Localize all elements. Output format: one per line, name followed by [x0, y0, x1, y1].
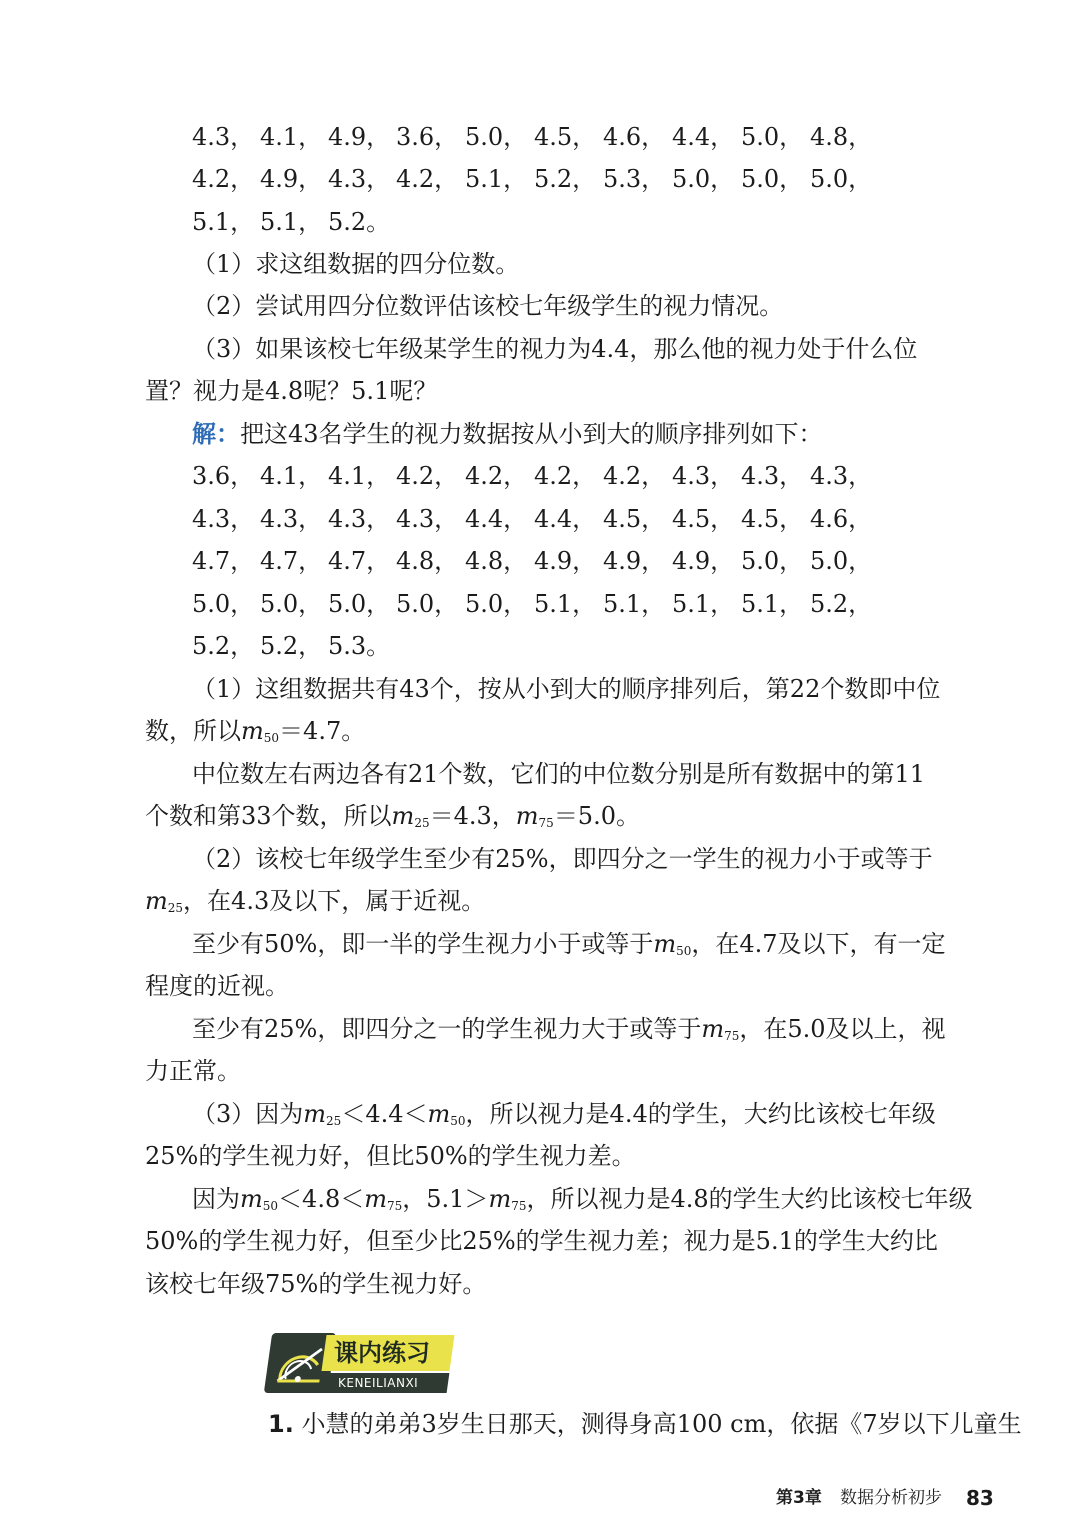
- m-letter: m: [653, 930, 677, 958]
- exercise-text: 小慧的弟弟3岁生日那天，测得身高100 cm，依据《7岁以下儿童生: [301, 1410, 1022, 1438]
- data-value: 4.9，: [603, 547, 666, 575]
- m-letter: m: [240, 1185, 263, 1213]
- m-letter: m: [303, 1100, 327, 1128]
- data-value: 5.0，: [192, 590, 255, 618]
- text-fragment: ，所以视力是4.8的学生大约比该校七年级: [526, 1185, 973, 1213]
- m75-symbol: [701, 1015, 739, 1043]
- solution-label: 解：: [192, 420, 240, 448]
- text-fragment: ，5.1＞: [402, 1185, 489, 1213]
- data-value: 5.0，: [810, 165, 873, 193]
- data-value: 4.3，: [192, 123, 255, 151]
- answer-1b-line-2: [145, 795, 640, 844]
- data-value: 4.8，: [810, 123, 873, 151]
- data-value: 4.3，: [328, 165, 391, 193]
- data-value: 4.4，: [534, 505, 597, 533]
- text-fragment: （3）因为: [192, 1100, 304, 1128]
- answer-2c-line-2: 力正常。: [145, 1057, 241, 1085]
- practice-banner: [268, 1333, 458, 1393]
- text-fragment: 至少有50%，即一半的学生视力小于或等于: [192, 930, 654, 958]
- data-value: 4.4，: [465, 505, 528, 533]
- data-value: 5.1，: [534, 590, 597, 618]
- data-value: 4.3，: [396, 505, 459, 533]
- question-2: （2）尝试用四分位数评估该校七年级学生的视力情况。: [192, 292, 784, 320]
- answer-1b-line-1: 中位数左右两边各有21个数，它们的中位数分别是所有数据中的第11: [192, 760, 926, 788]
- m-letter: m: [427, 1100, 451, 1128]
- subscript: 50: [263, 731, 280, 745]
- m50-symbol: [653, 930, 691, 958]
- text-fragment: ，在5.0及以上，视: [739, 1015, 946, 1043]
- data-value: 4.7，: [260, 547, 323, 575]
- m25-symbol: [145, 887, 183, 915]
- data-value: 4.4，: [672, 123, 735, 151]
- practice-title: 课内练习: [334, 1339, 430, 1367]
- data-value: 5.0，: [465, 590, 528, 618]
- question-1: （1）求这组数据的四分位数。: [192, 250, 520, 278]
- data-value: 4.1，: [328, 462, 391, 490]
- data-value: 5.0，: [741, 123, 804, 151]
- answer-2b-line-2: 程度的近视。: [145, 972, 289, 1000]
- data-value: 4.3，: [741, 462, 804, 490]
- data-value: 4.6，: [810, 505, 873, 533]
- practice-subtitle: KENEILIANXI: [338, 1376, 419, 1390]
- text-fragment: ，在4.3及以下，属于近视。: [183, 887, 486, 915]
- data-value: 5.2，: [810, 590, 873, 618]
- data-value: 5.0，: [396, 590, 459, 618]
- text-fragment: ＜4.4＜: [341, 1100, 428, 1128]
- data-value: 5.0，: [260, 590, 323, 618]
- answer-2b-line-1: [192, 923, 946, 972]
- exercise-1: [268, 1403, 1022, 1445]
- text-fragment: 数，所以: [145, 717, 241, 745]
- data-value: 5.2。: [328, 208, 391, 236]
- answer-3b-line-3: 该校七年级75%的学生视力好。: [145, 1270, 487, 1298]
- m75-symbol: [488, 1185, 526, 1213]
- data-value: 4.3，: [672, 462, 735, 490]
- data-value: 5.2，: [534, 165, 597, 193]
- answer-2-line-1: （2）该校七年级学生至少有25%，即四分之一学生的视力小于或等于: [192, 845, 933, 873]
- data-value: 5.3，: [603, 165, 666, 193]
- answer-1-line-1: （1）这组数据共有43个，按从小到大的顺序排列后，第22个数即中位: [192, 675, 941, 703]
- page-number: 83: [966, 1486, 994, 1510]
- text-fragment: ＝4.3，: [429, 802, 516, 830]
- question-3-line-1: （3）如果该校七年级某学生的视力为4.4，那么他的视力处于什么位: [192, 335, 918, 363]
- question-3-line-2: 置？视力是4.8呢？5.1呢？: [145, 377, 438, 405]
- m25-symbol: [303, 1100, 341, 1128]
- answer-2-line-2: [145, 880, 485, 929]
- subscript: 75: [724, 1029, 740, 1043]
- data-value: 4.2，: [396, 165, 459, 193]
- text-fragment: 至少有25%，即四分之一的学生视力大于或等于: [192, 1015, 702, 1043]
- data-value: 5.0，: [672, 165, 735, 193]
- data-value: 4.3，: [328, 505, 391, 533]
- data-value: 4.5，: [672, 505, 735, 533]
- data-value: 3.6，: [192, 462, 255, 490]
- data-value: 4.1，: [260, 462, 323, 490]
- protractor-ruler-icon: [271, 1339, 330, 1387]
- data-value: 5.0，: [741, 165, 804, 193]
- data-value: 4.3，: [810, 462, 873, 490]
- data-value: 4.8，: [396, 547, 459, 575]
- answer-2c-line-1: [192, 1008, 946, 1057]
- data-value: 5.0，: [741, 547, 804, 575]
- data-value: 4.1，: [260, 123, 323, 151]
- data-value: 4.2，: [192, 165, 255, 193]
- m-letter: m: [145, 887, 168, 915]
- data-value: 4.5，: [741, 505, 804, 533]
- data-value: 4.7，: [192, 547, 255, 575]
- m50-symbol: [428, 1100, 466, 1128]
- data-value: 5.2，: [260, 632, 323, 660]
- exercise-number: 1.: [268, 1410, 294, 1438]
- subscript: 75: [538, 816, 554, 830]
- subscript: 25: [167, 901, 184, 915]
- m-letter: m: [364, 1185, 387, 1213]
- data-value: 3.6，: [396, 123, 459, 151]
- answer-1-line-2: [145, 710, 365, 759]
- data-value: 4.3，: [260, 505, 323, 533]
- data-value: 4.9，: [672, 547, 735, 575]
- answer-3b-line-2: 50%的学生视力好，但至少比25%的学生视力差；视力是5.1的学生大约比: [145, 1227, 938, 1255]
- data-value: 5.1，: [672, 590, 735, 618]
- data-value: 4.2，: [465, 462, 528, 490]
- data-value: 5.0，: [465, 123, 528, 151]
- data-value: 4.5，: [603, 505, 666, 533]
- data-value: 4.2，: [534, 462, 597, 490]
- data-value: 4.2，: [603, 462, 666, 490]
- data-value: 4.3，: [192, 505, 255, 533]
- m-letter: m: [515, 802, 539, 830]
- data-value: 5.1，: [465, 165, 528, 193]
- data-value: 4.2，: [396, 462, 459, 490]
- answer-3-line-2: 25%的学生视力好，但比50%的学生视力差。: [145, 1142, 636, 1170]
- footer-chapter: 第3章: [776, 1488, 822, 1508]
- data-value: 5.0，: [328, 590, 391, 618]
- data-value: 5.0，: [810, 547, 873, 575]
- data-value: 5.1，: [192, 208, 255, 236]
- m50-symbol: [240, 1185, 278, 1213]
- subscript: 50: [450, 1114, 466, 1128]
- data-value: 4.5，: [534, 123, 597, 151]
- data-value: 4.6，: [603, 123, 666, 151]
- subscript: 25: [414, 816, 430, 830]
- m-letter: m: [701, 1015, 725, 1043]
- m-letter: m: [488, 1185, 512, 1213]
- subscript: 75: [386, 1199, 403, 1213]
- text-fragment: ，所以视力是4.4的学生，大约比该校七年级: [465, 1100, 936, 1128]
- data-value: 4.9，: [260, 165, 323, 193]
- data-value: 4.9，: [328, 123, 391, 151]
- data-value: 5.1，: [741, 590, 804, 618]
- text-fragment: ＝5.0。: [553, 802, 640, 830]
- data-value: 5.1，: [603, 590, 666, 618]
- m25-symbol: [392, 802, 430, 830]
- text-fragment: ＝4.7。: [279, 717, 366, 745]
- data-value: 4.8，: [465, 547, 528, 575]
- m50-symbol: [241, 717, 279, 745]
- solution-intro-text: 把这43名学生的视力数据按从小到大的顺序排列如下：: [240, 420, 823, 448]
- text-fragment: 因为: [192, 1185, 240, 1213]
- subscript: 25: [326, 1114, 342, 1128]
- footer-chapter-title: 数据分析初步: [840, 1488, 942, 1508]
- subscript: 75: [511, 1199, 527, 1213]
- data-value: 5.1，: [260, 208, 323, 236]
- text-fragment: ＜4.8＜: [278, 1185, 365, 1213]
- data-value: 5.3。: [328, 632, 391, 660]
- text-fragment: ，在4.7及以下，有一定: [691, 930, 946, 958]
- solution-intro: [192, 413, 823, 455]
- m-letter: m: [241, 717, 264, 745]
- data-value: 4.9，: [534, 547, 597, 575]
- data-value: 4.7，: [328, 547, 391, 575]
- subscript: 50: [262, 1199, 279, 1213]
- m75-symbol: [516, 802, 554, 830]
- subscript: 50: [676, 944, 692, 958]
- m-letter: m: [391, 802, 415, 830]
- text-fragment: 个数和第33个数，所以: [145, 802, 392, 830]
- data-value: 5.2，: [192, 632, 255, 660]
- m75-symbol: [364, 1185, 402, 1213]
